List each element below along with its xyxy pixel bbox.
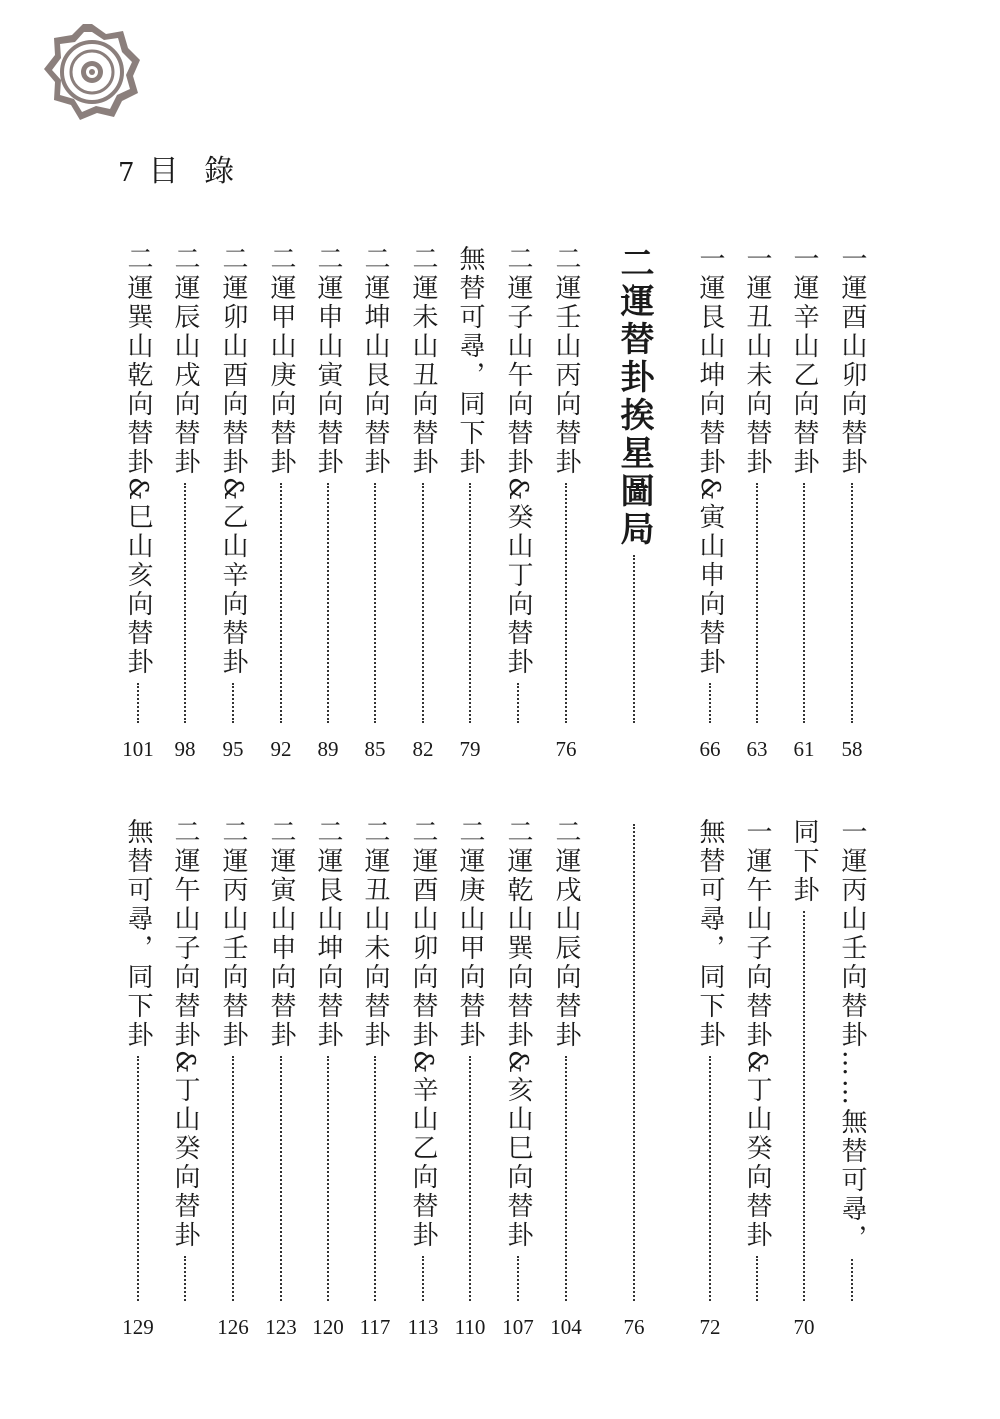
- dot-leader: [280, 1056, 282, 1301]
- dot-leader: [633, 824, 635, 1301]
- toc-entry-title: 二運丑山未向替卦: [360, 818, 390, 1050]
- toc-entry-page: 82: [412, 737, 434, 761]
- toc-entry-title: 二運申山寅向替卦: [313, 245, 343, 477]
- toc-entry-page: 98: [174, 737, 196, 761]
- toc-entry[interactable]: [784, 245, 824, 765]
- toc-entry[interactable]: [832, 245, 872, 765]
- toc-entry-title: 二運替卦挨星圖局: [614, 245, 654, 549]
- toc-entry-title: 二運艮山坤向替卦: [313, 818, 343, 1050]
- toc-entry-title: 一運酉山卯向替卦: [837, 245, 867, 477]
- toc-entry-page: 110: [454, 1315, 486, 1339]
- dot-leader: [851, 1259, 853, 1301]
- toc-entry-page: 120: [312, 1315, 344, 1339]
- toc-entry[interactable]: [498, 245, 538, 765]
- toc-entry[interactable]: [403, 245, 443, 765]
- toc-entry[interactable]: [118, 818, 158, 1343]
- page-header: [118, 146, 242, 190]
- toc-section-heading[interactable]: [614, 245, 654, 765]
- toc-entry-page: 101: [122, 737, 154, 761]
- lotus-emblem-icon: [42, 22, 142, 122]
- toc-entry[interactable]: [355, 818, 395, 1343]
- dot-leader: [709, 1056, 711, 1301]
- dot-leader: [756, 483, 758, 723]
- toc-entry-title: 無替可尋，同下卦: [695, 818, 725, 1050]
- toc-entry[interactable]: [308, 818, 348, 1343]
- toc-entry-title: 二運坤山艮向替卦: [360, 245, 390, 477]
- toc-entry[interactable]: [546, 818, 586, 1343]
- toc-entry-title: 二運辰山戌向替卦: [170, 245, 200, 477]
- dot-leader: [565, 483, 567, 723]
- dot-leader: [280, 483, 282, 723]
- toc-entry-page: 70: [793, 1315, 815, 1339]
- toc-entry[interactable]: [261, 818, 301, 1343]
- toc-entry-page: 79: [459, 737, 481, 761]
- toc-entry-title: 同下卦: [789, 818, 819, 905]
- dot-leader: [517, 1256, 519, 1301]
- toc-entry-title: 一運辛山乙向替卦: [789, 245, 819, 477]
- dot-leader: [232, 1056, 234, 1301]
- toc-entry-page: 58: [841, 737, 863, 761]
- dot-leader: [469, 483, 471, 723]
- dot-leader: [137, 683, 139, 723]
- toc-entry[interactable]: [546, 245, 586, 765]
- toc-entry-title: 二運戌山辰向替卦: [551, 818, 581, 1050]
- dot-leader: [374, 1056, 376, 1301]
- toc-entry[interactable]: [355, 245, 395, 765]
- dot-leader: [709, 683, 711, 723]
- toc-entry-title: 一運午山子向替卦&丁山癸向替卦: [742, 818, 772, 1251]
- toc-entry-title: 二運巽山乾向替卦&巳山亥向替卦: [123, 245, 153, 678]
- toc-entry-title: 無替可尋，同下卦: [455, 245, 485, 477]
- toc-entry-title: 二運子山午向替卦&癸山丁向替卦: [503, 245, 533, 678]
- toc-entry-title: 二運壬山丙向替卦: [551, 245, 581, 477]
- dot-leader: [184, 483, 186, 723]
- toc-entry-title: 二運寅山申向替卦: [266, 818, 296, 1050]
- toc-entry[interactable]: [498, 818, 538, 1343]
- toc-entry-page: 123: [265, 1315, 297, 1339]
- toc-entry[interactable]: [690, 818, 730, 1343]
- toc-entry[interactable]: [832, 818, 872, 1343]
- toc-entry-page: 104: [550, 1315, 582, 1339]
- toc-entry-title: 二運甲山庚向替卦: [266, 245, 296, 477]
- toc-entry-page: 107: [502, 1315, 534, 1339]
- toc-entry-title: 無替可尋，同下卦: [123, 818, 153, 1050]
- dot-leader: [517, 683, 519, 723]
- dot-leader: [422, 1256, 424, 1301]
- toc-entry[interactable]: [165, 818, 205, 1343]
- toc-entry[interactable]: [614, 818, 654, 1343]
- dot-leader: [137, 1056, 139, 1301]
- toc-entry-page: 63: [746, 737, 768, 761]
- toc-entry[interactable]: [261, 245, 301, 765]
- toc-entry-page: 113: [407, 1315, 439, 1339]
- toc-entry-page: 92: [270, 737, 292, 761]
- toc-entry[interactable]: [690, 245, 730, 765]
- dot-leader: [327, 483, 329, 723]
- toc-entry[interactable]: [784, 818, 824, 1343]
- toc-entry-title: 二運午山子向替卦&丁山癸向替卦: [170, 818, 200, 1251]
- toc-entry-title: 二運乾山巽向替卦&亥山巳向替卦: [503, 818, 533, 1251]
- toc-entry[interactable]: [737, 818, 777, 1343]
- toc-entry-title: 二運酉山卯向替卦&辛山乙向替卦: [408, 818, 438, 1251]
- toc-entry-page: 85: [364, 737, 386, 761]
- dot-leader: [469, 1056, 471, 1301]
- dot-leader: [633, 555, 635, 723]
- toc-entry-page: 95: [222, 737, 244, 761]
- toc-entry[interactable]: [165, 245, 205, 765]
- dot-leader: [232, 683, 234, 723]
- toc-entry-title: 二運卯山酉向替卦&乙山辛向替卦: [218, 245, 248, 678]
- toc-entry[interactable]: [403, 818, 443, 1343]
- dot-leader: [184, 1256, 186, 1301]
- toc-entry[interactable]: [213, 245, 253, 765]
- toc-entry-page: 66: [699, 737, 721, 761]
- toc-entry-page: 61: [793, 737, 815, 761]
- toc-entry[interactable]: [737, 245, 777, 765]
- toc-entry[interactable]: [450, 245, 490, 765]
- toc-entry-title: 二運庚山甲向替卦: [455, 818, 485, 1050]
- toc-entry-title: 二運丙山壬向替卦: [218, 818, 248, 1050]
- toc-entry-page: 72: [699, 1315, 721, 1339]
- dot-leader: [565, 1056, 567, 1301]
- dot-leader: [803, 911, 805, 1301]
- dot-leader: [374, 483, 376, 723]
- dot-leader: [803, 483, 805, 723]
- toc-entry-page: 126: [217, 1315, 249, 1339]
- dot-leader: [756, 1256, 758, 1301]
- toc-entry[interactable]: [118, 245, 158, 765]
- dot-leader: [851, 483, 853, 723]
- toc-entry-page: 89: [317, 737, 339, 761]
- toc-entry-title: 二運未山丑向替卦: [408, 245, 438, 477]
- dot-leader: [422, 483, 424, 723]
- toc-entry-title: 一運丑山未向替卦: [742, 245, 772, 477]
- toc-entry-page: 117: [359, 1315, 391, 1339]
- page-number: 7: [118, 158, 135, 188]
- toc-entry-page: 76: [623, 1315, 645, 1339]
- dot-leader: [327, 1056, 329, 1301]
- toc-entry-page: 129: [122, 1315, 154, 1339]
- toc-entry[interactable]: [213, 818, 253, 1343]
- toc-entry-title: 一運丙山壬向替卦……無替可尋，: [837, 818, 867, 1253]
- toc-entry[interactable]: [450, 818, 490, 1343]
- toc-entry-page: 76: [555, 737, 577, 761]
- toc-entry-title: 一運艮山坤向替卦&寅山申向替卦: [695, 245, 725, 678]
- page-title: 目 錄: [148, 154, 243, 189]
- toc-entry[interactable]: [308, 245, 348, 765]
